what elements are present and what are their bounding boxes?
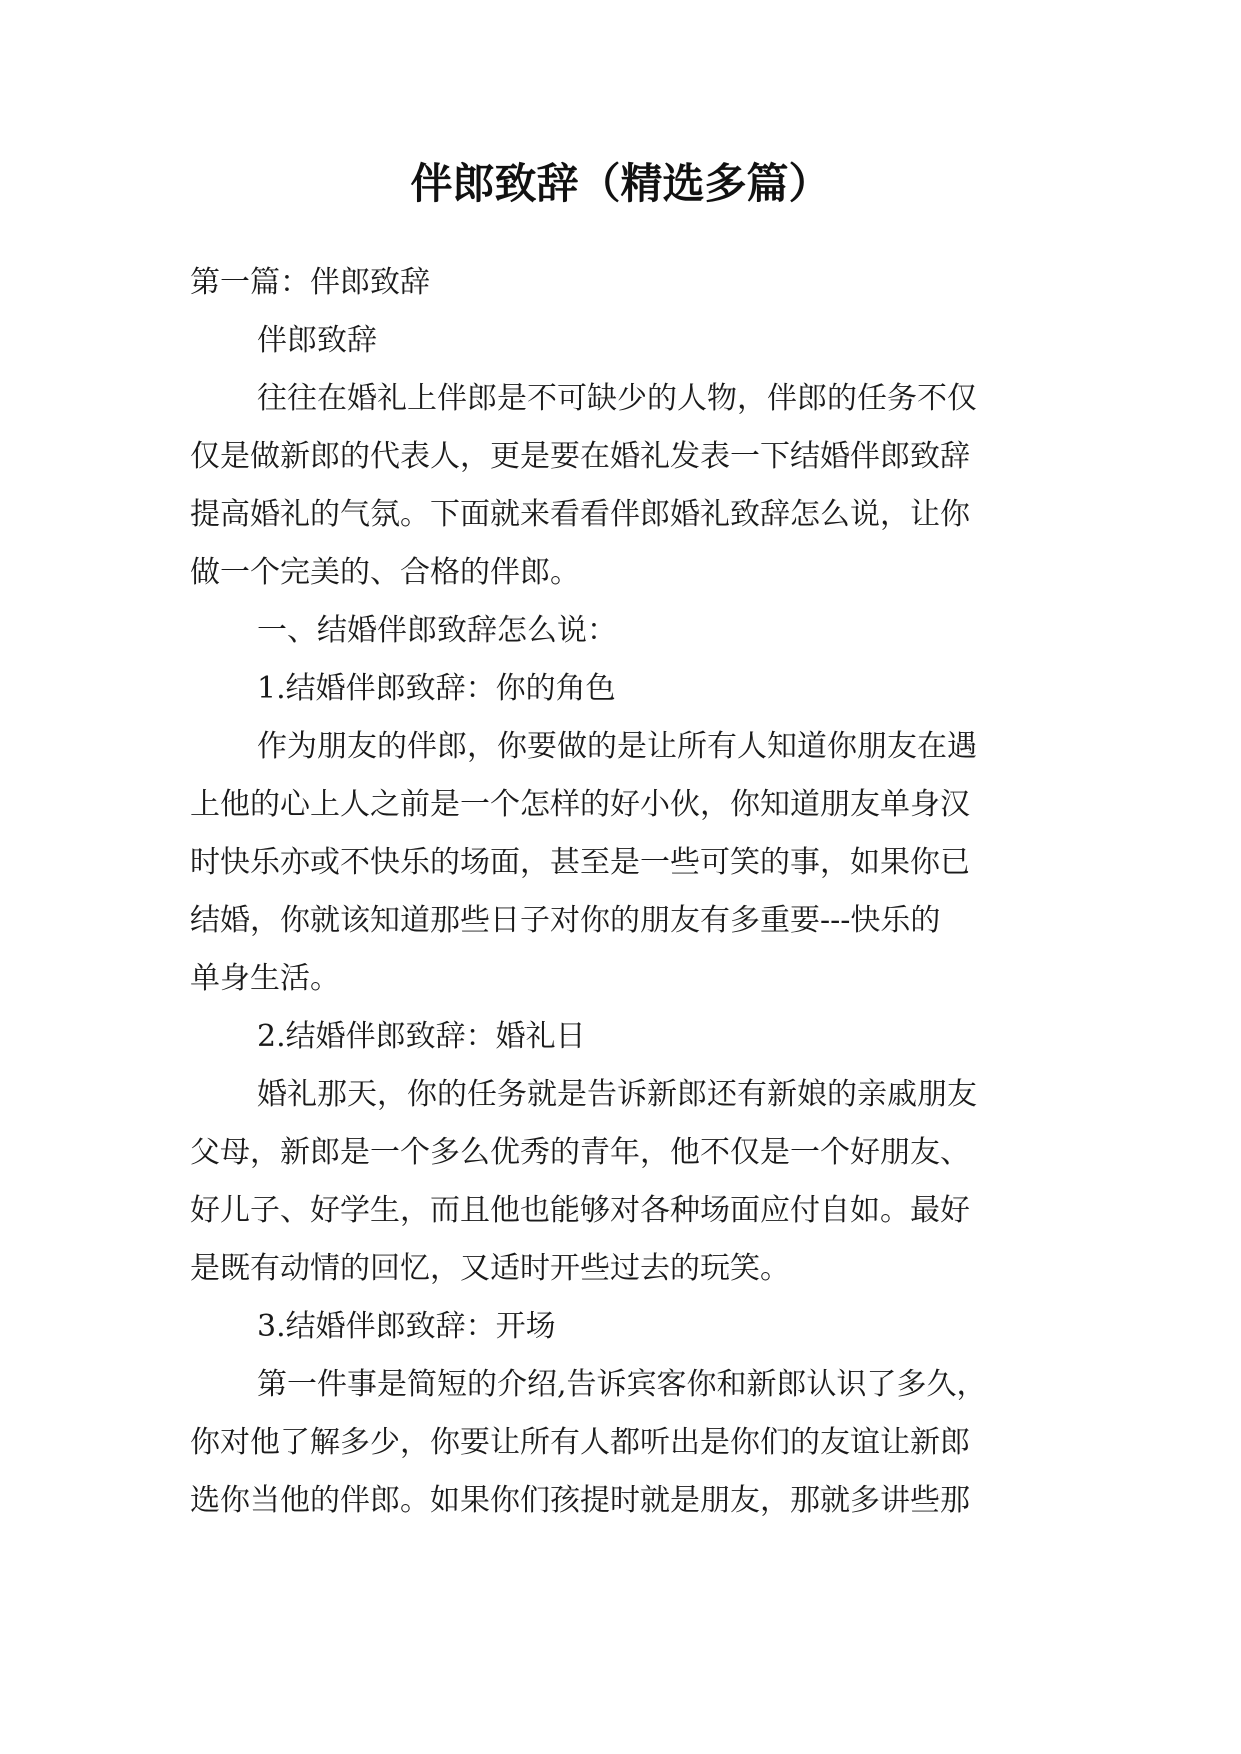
text-line: 一、结婚伴郎致辞怎么说： [257,613,617,648]
text-line: 单身生活。 [190,961,340,996]
text-line: 做一个完美的、合格的伴郎。 [190,555,580,590]
text-line: 婚礼那天，你的任务就是告诉新郎还有新娘的亲戚朋友 [257,1077,977,1112]
text-line: 父母，新郎是一个多么优秀的青年，他不仅是一个好朋友、 [190,1135,970,1170]
text-line: 提高婚礼的气氛。下面就来看看伴郎婚礼致辞怎么说，让你 [190,497,970,532]
text-line: 你对他了解多少，你要让所有人都听出是你们的友谊让新郎 [190,1425,970,1460]
text-line: 结婚，你就该知道那些日子对你的朋友有多重要---快乐的 [190,903,941,938]
text-line: 好儿子、好学生，而且他也能够对各种场面应付自如。最好 [190,1193,970,1228]
text-line: 3.结婚伴郎致辞：开场 [257,1309,556,1344]
text-line: 时快乐亦或不快乐的场面，甚至是一些可笑的事，如果你已 [190,845,970,880]
text-line: 作为朋友的伴郎，你要做的是让所有人知道你朋友在遇 [257,729,977,764]
text-line: 2.结婚伴郎致辞：婚礼日 [257,1019,586,1054]
text-line: 仅是做新郎的代表人，更是要在婚礼发表一下结婚伴郎致辞 [190,439,970,474]
text-line: 往往在婚礼上伴郎是不可缺少的人物，伴郎的任务不仅 [257,381,977,416]
text-line: 上他的心上人之前是一个怎样的好小伙，你知道朋友单身汉 [190,787,970,822]
text-line: 1.结婚伴郎致辞：你的角色 [257,671,616,706]
text-line: 是既有动情的回忆，又适时开些过去的玩笑。 [190,1251,790,1286]
text-line: 第一件事是简短的介绍,告诉宾客你和新郎认识了多久， [257,1367,987,1402]
text-line: 选你当他的伴郎。如果你们孩提时就是朋友，那就多讲些那 [190,1483,970,1518]
text-line: 伴郎致辞 [257,323,377,358]
text-line: 第一篇：伴郎致辞 [190,265,430,300]
document-title: 伴郎致辞（精选多篇） [410,159,831,208]
